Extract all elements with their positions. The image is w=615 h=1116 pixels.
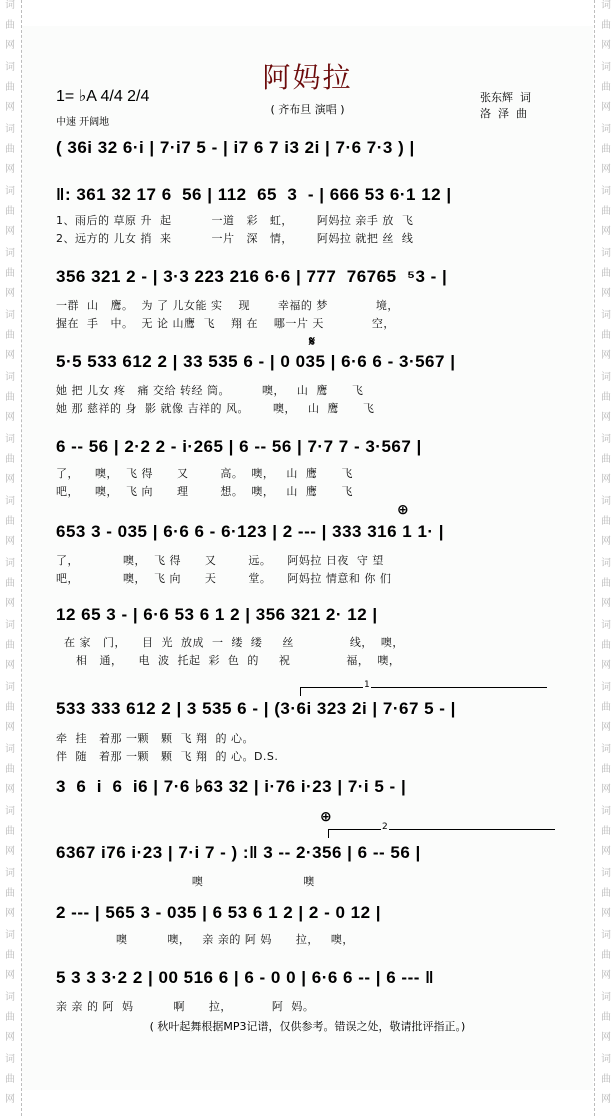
watermark-char: 曲 <box>601 82 611 93</box>
watermark-char: 曲 <box>5 206 15 217</box>
watermark-char: 曲 <box>5 1074 15 1085</box>
lyricist-credit: 张东辉 词 <box>480 91 531 104</box>
left-watermark-column <box>2 0 18 1116</box>
watermark-char: 曲 <box>5 888 15 899</box>
watermark-char: 曲 <box>601 578 611 589</box>
lyric-verse-2: 她 那 慈祥的 身 影 就像 吉祥的 风。 噢， 山 鹰 飞 <box>56 402 375 415</box>
watermark-char: 网 <box>5 288 15 299</box>
watermark-char: 网 <box>5 1032 15 1043</box>
notation: 653 3 - 035 | 6·6 6 - 6·123 | 2 --- | 333 316 1 1· | <box>56 522 445 541</box>
watermark-char: 曲 <box>601 206 611 217</box>
watermark-char: 网 <box>601 1032 611 1043</box>
watermark-char: 词 <box>5 310 15 321</box>
coda-icon: ⊕ <box>397 502 409 518</box>
watermark-char: 词 <box>5 1054 15 1065</box>
notation: ( 36i 32 6·i | 7·i7 5 - | i7 6 7 i3 2i | 7·6 7·3 ) | <box>56 138 415 157</box>
watermark-char: 网 <box>601 598 611 609</box>
watermark-char: 词 <box>601 744 611 755</box>
lyric-verse-2: 握在 手 中。 无 论 山鹰 飞 翔 在 哪一片 天 空， <box>56 317 395 330</box>
watermark-char: 曲 <box>5 578 15 589</box>
watermark-char: 曲 <box>5 702 15 713</box>
watermark-char: 词 <box>601 682 611 693</box>
performer-credit: ( 齐布旦 演唱 ) <box>270 103 345 116</box>
notation: 6 -- 56 | 2·2 2 - i·265 | 6 -- 56 | 7·7 7 - 3·567 | <box>56 437 422 456</box>
watermark-char: 网 <box>601 722 611 733</box>
right-watermark-column <box>598 0 614 1116</box>
watermark-char: 网 <box>5 598 15 609</box>
watermark-char: 网 <box>601 40 611 51</box>
watermark-char: 网 <box>5 40 15 51</box>
watermark-char: 曲 <box>5 950 15 961</box>
notation: 533 333 612 2 | 3 535 6 - | (3·6i 323 2i | 7·67 5 - | <box>56 699 456 718</box>
watermark-char: 曲 <box>5 826 15 837</box>
watermark-char: 曲 <box>601 20 611 31</box>
watermark-char: 网 <box>5 474 15 485</box>
watermark-char: 网 <box>5 350 15 361</box>
watermark-char: 词 <box>5 248 15 259</box>
watermark-char: 词 <box>5 558 15 569</box>
watermark-char: 网 <box>601 288 611 299</box>
lyric-verse-2: 吧， 噢， 飞 向 理 想。 噢， 山 鹰 飞 <box>56 485 353 498</box>
lyric-verse-2: 吧， 噢， 飞 向 天 堂。 阿妈拉 情意和 你 们 <box>56 572 392 585</box>
watermark-char: 词 <box>601 62 611 73</box>
notation: 12 65 3 - | 6·6 53 6 1 2 | 356 321 2· 12 | <box>56 605 378 624</box>
notation: 5 3 3 3·2 2 | 00 516 6 | 6 - 0 0 | 6·6 6 -- | 6 --- ‖ <box>56 968 435 987</box>
watermark-char: 词 <box>5 806 15 817</box>
segno-icon: 𝄋 <box>309 334 316 350</box>
watermark-char: 曲 <box>5 764 15 775</box>
watermark-char: 词 <box>5 992 15 1003</box>
watermark-char: 词 <box>5 434 15 445</box>
watermark-char: 曲 <box>601 1074 611 1085</box>
watermark-char: 网 <box>601 226 611 237</box>
lyric-line: 噢 噢， 亲 亲的 阿 妈 拉， 噢， <box>56 933 354 946</box>
watermark-char: 网 <box>601 970 611 981</box>
watermark-char: 网 <box>601 350 611 361</box>
watermark-char: 曲 <box>5 330 15 341</box>
watermark-char: 词 <box>601 0 611 11</box>
volta-bracket-1: 1 <box>300 687 547 696</box>
watermark-char: 曲 <box>5 516 15 527</box>
watermark-char: 词 <box>601 124 611 135</box>
watermark-char: 曲 <box>601 392 611 403</box>
notation: 2 --- | 565 3 - 035 | 6 53 6 1 2 | 2 - 0 12 | <box>56 903 382 922</box>
key-signature: 1= ♭A 4/4 2/4 <box>56 88 150 105</box>
watermark-char: 网 <box>601 908 611 919</box>
lyric-verse-1: 她 把 儿女 疼 痛 交给 转经 筒。 噢， 山 鹰 飞 <box>56 384 364 397</box>
watermark-char: 网 <box>5 784 15 795</box>
watermark-char: 网 <box>601 784 611 795</box>
watermark-char: 词 <box>601 248 611 259</box>
watermark-char: 曲 <box>601 640 611 651</box>
lyric-verse-2: 2、远方的 儿女 捎 来 一片 深 情， 阿妈拉 就把 丝 线 <box>56 232 414 245</box>
watermark-char: 网 <box>5 846 15 857</box>
transcription-note: ( 秋叶起舞根据MP3记谱，仅供参考。错误之处，敬请批评指正。) <box>149 1020 466 1033</box>
watermark-char: 词 <box>5 62 15 73</box>
volta-bracket-2: 2 <box>328 829 555 838</box>
watermark-char: 词 <box>5 620 15 631</box>
composer-credit: 洛 泽 曲 <box>480 107 527 120</box>
watermark-char: 词 <box>601 992 611 1003</box>
watermark-char: 词 <box>5 744 15 755</box>
watermark-char: 网 <box>5 412 15 423</box>
watermark-char: 网 <box>601 846 611 857</box>
lyric-line: 噢 噢 <box>56 875 315 888</box>
watermark-char: 词 <box>601 186 611 197</box>
watermark-char: 词 <box>5 930 15 941</box>
watermark-char: 网 <box>5 164 15 175</box>
watermark-char: 曲 <box>601 516 611 527</box>
lyric-verse-1: 一群 山 鹰。 为 了 儿女能 实 现 幸福的 梦 境， <box>56 299 399 312</box>
watermark-char: 词 <box>601 868 611 879</box>
watermark-char: 词 <box>601 620 611 631</box>
watermark-char: 曲 <box>601 702 611 713</box>
watermark-char: 曲 <box>5 268 15 279</box>
watermark-char: 曲 <box>5 82 15 93</box>
watermark-char: 词 <box>601 930 611 941</box>
watermark-char: 词 <box>601 434 611 445</box>
watermark-char: 曲 <box>5 20 15 31</box>
credits <box>480 90 531 122</box>
notation: 5·5 533 612 2 | 33 535 6 - | 0 035 | 6·6 6 - 3·567 | <box>56 352 456 371</box>
watermark-char: 词 <box>601 806 611 817</box>
watermark-char: 网 <box>5 660 15 671</box>
lyric-verse-1: 1、雨后的 草原 升 起 一道 彩 虹， 阿妈拉 亲手 放 飞 <box>56 214 414 227</box>
watermark-char: 词 <box>5 0 15 11</box>
coda-icon: ⊕ <box>320 809 332 825</box>
lyric-verse-1: 了， 噢， 飞 得 又 远。 阿妈拉 日夜 守 望 <box>56 554 384 567</box>
notation: 356 321 2 - | 3·3 223 216 6·6 | 777 76765 ⁵3 - | <box>56 267 448 286</box>
watermark-char: 词 <box>601 1054 611 1065</box>
watermark-char: 曲 <box>601 454 611 465</box>
watermark-char: 网 <box>601 102 611 113</box>
watermark-char: 词 <box>5 372 15 383</box>
lyric-verse-1: 了， 噢， 飞 得 又 高。 噢， 山 鹰 飞 <box>56 467 353 480</box>
watermark-char: 曲 <box>601 330 611 341</box>
watermark-char: 曲 <box>601 950 611 961</box>
lyric-verse-1: 牵 挂 着那 一颗 颗 飞 翔 的 心。 <box>56 732 254 745</box>
watermark-char: 词 <box>5 496 15 507</box>
watermark-char: 网 <box>601 536 611 547</box>
watermark-char: 词 <box>5 682 15 693</box>
song-title: 阿妈拉 <box>262 61 353 94</box>
watermark-char: 词 <box>601 496 611 507</box>
lyric-verse-1: 在 家 门， 目 光 放成 一 缕 缕 丝 线， 噢， <box>56 636 404 649</box>
watermark-char: 曲 <box>601 1012 611 1023</box>
lyric-verse-2: 相 通， 电 波 托起 彩 色 的 祝 福， 噢， <box>56 654 401 667</box>
watermark-char: 曲 <box>601 888 611 899</box>
watermark-char: 网 <box>5 102 15 113</box>
watermark-char: 网 <box>5 908 15 919</box>
lyric-line: 亲 亲 的 阿 妈 啊 拉， 阿 妈。 <box>56 1000 315 1013</box>
watermark-char: 网 <box>5 970 15 981</box>
watermark-char: 网 <box>601 660 611 671</box>
right-border-line <box>594 0 595 1116</box>
tempo-marking: 中速 开阔地 <box>56 117 110 128</box>
watermark-char: 网 <box>5 226 15 237</box>
watermark-char: 网 <box>5 722 15 733</box>
watermark-char: 网 <box>5 1094 15 1105</box>
watermark-char: 曲 <box>5 144 15 155</box>
watermark-char: 曲 <box>5 392 15 403</box>
watermark-char: 曲 <box>601 826 611 837</box>
watermark-char: 词 <box>5 868 15 879</box>
watermark-char: 词 <box>601 310 611 321</box>
watermark-char: 网 <box>5 536 15 547</box>
watermark-char: 词 <box>5 124 15 135</box>
watermark-char: 词 <box>5 186 15 197</box>
watermark-char: 词 <box>601 372 611 383</box>
watermark-char: 曲 <box>601 268 611 279</box>
watermark-char: 网 <box>601 412 611 423</box>
watermark-char: 词 <box>601 558 611 569</box>
watermark-char: 曲 <box>601 764 611 775</box>
notation: ‖: 361 32 17 6 56 | 112 65 3 - | 666 53 6·1 12 | <box>56 185 452 204</box>
watermark-char: 曲 <box>5 640 15 651</box>
watermark-char: 曲 <box>5 1012 15 1023</box>
watermark-char: 网 <box>601 164 611 175</box>
watermark-char: 网 <box>601 474 611 485</box>
watermark-char: 曲 <box>601 144 611 155</box>
lyric-verse-2: 伴 随 着那 一颗 颗 飞 翔 的 心。D.S. <box>56 750 279 763</box>
notation: 3 6 i 6 i6 | 7·6 ♭63 32 | i·76 i·23 | 7·i 5 - | <box>56 777 407 796</box>
notation: 6367 i76 i·23 | 7·i 7 - ) :‖ 3 -- 2·356 | 6 -- 56 | <box>56 843 421 862</box>
watermark-char: 网 <box>601 1094 611 1105</box>
watermark-char: 曲 <box>5 454 15 465</box>
